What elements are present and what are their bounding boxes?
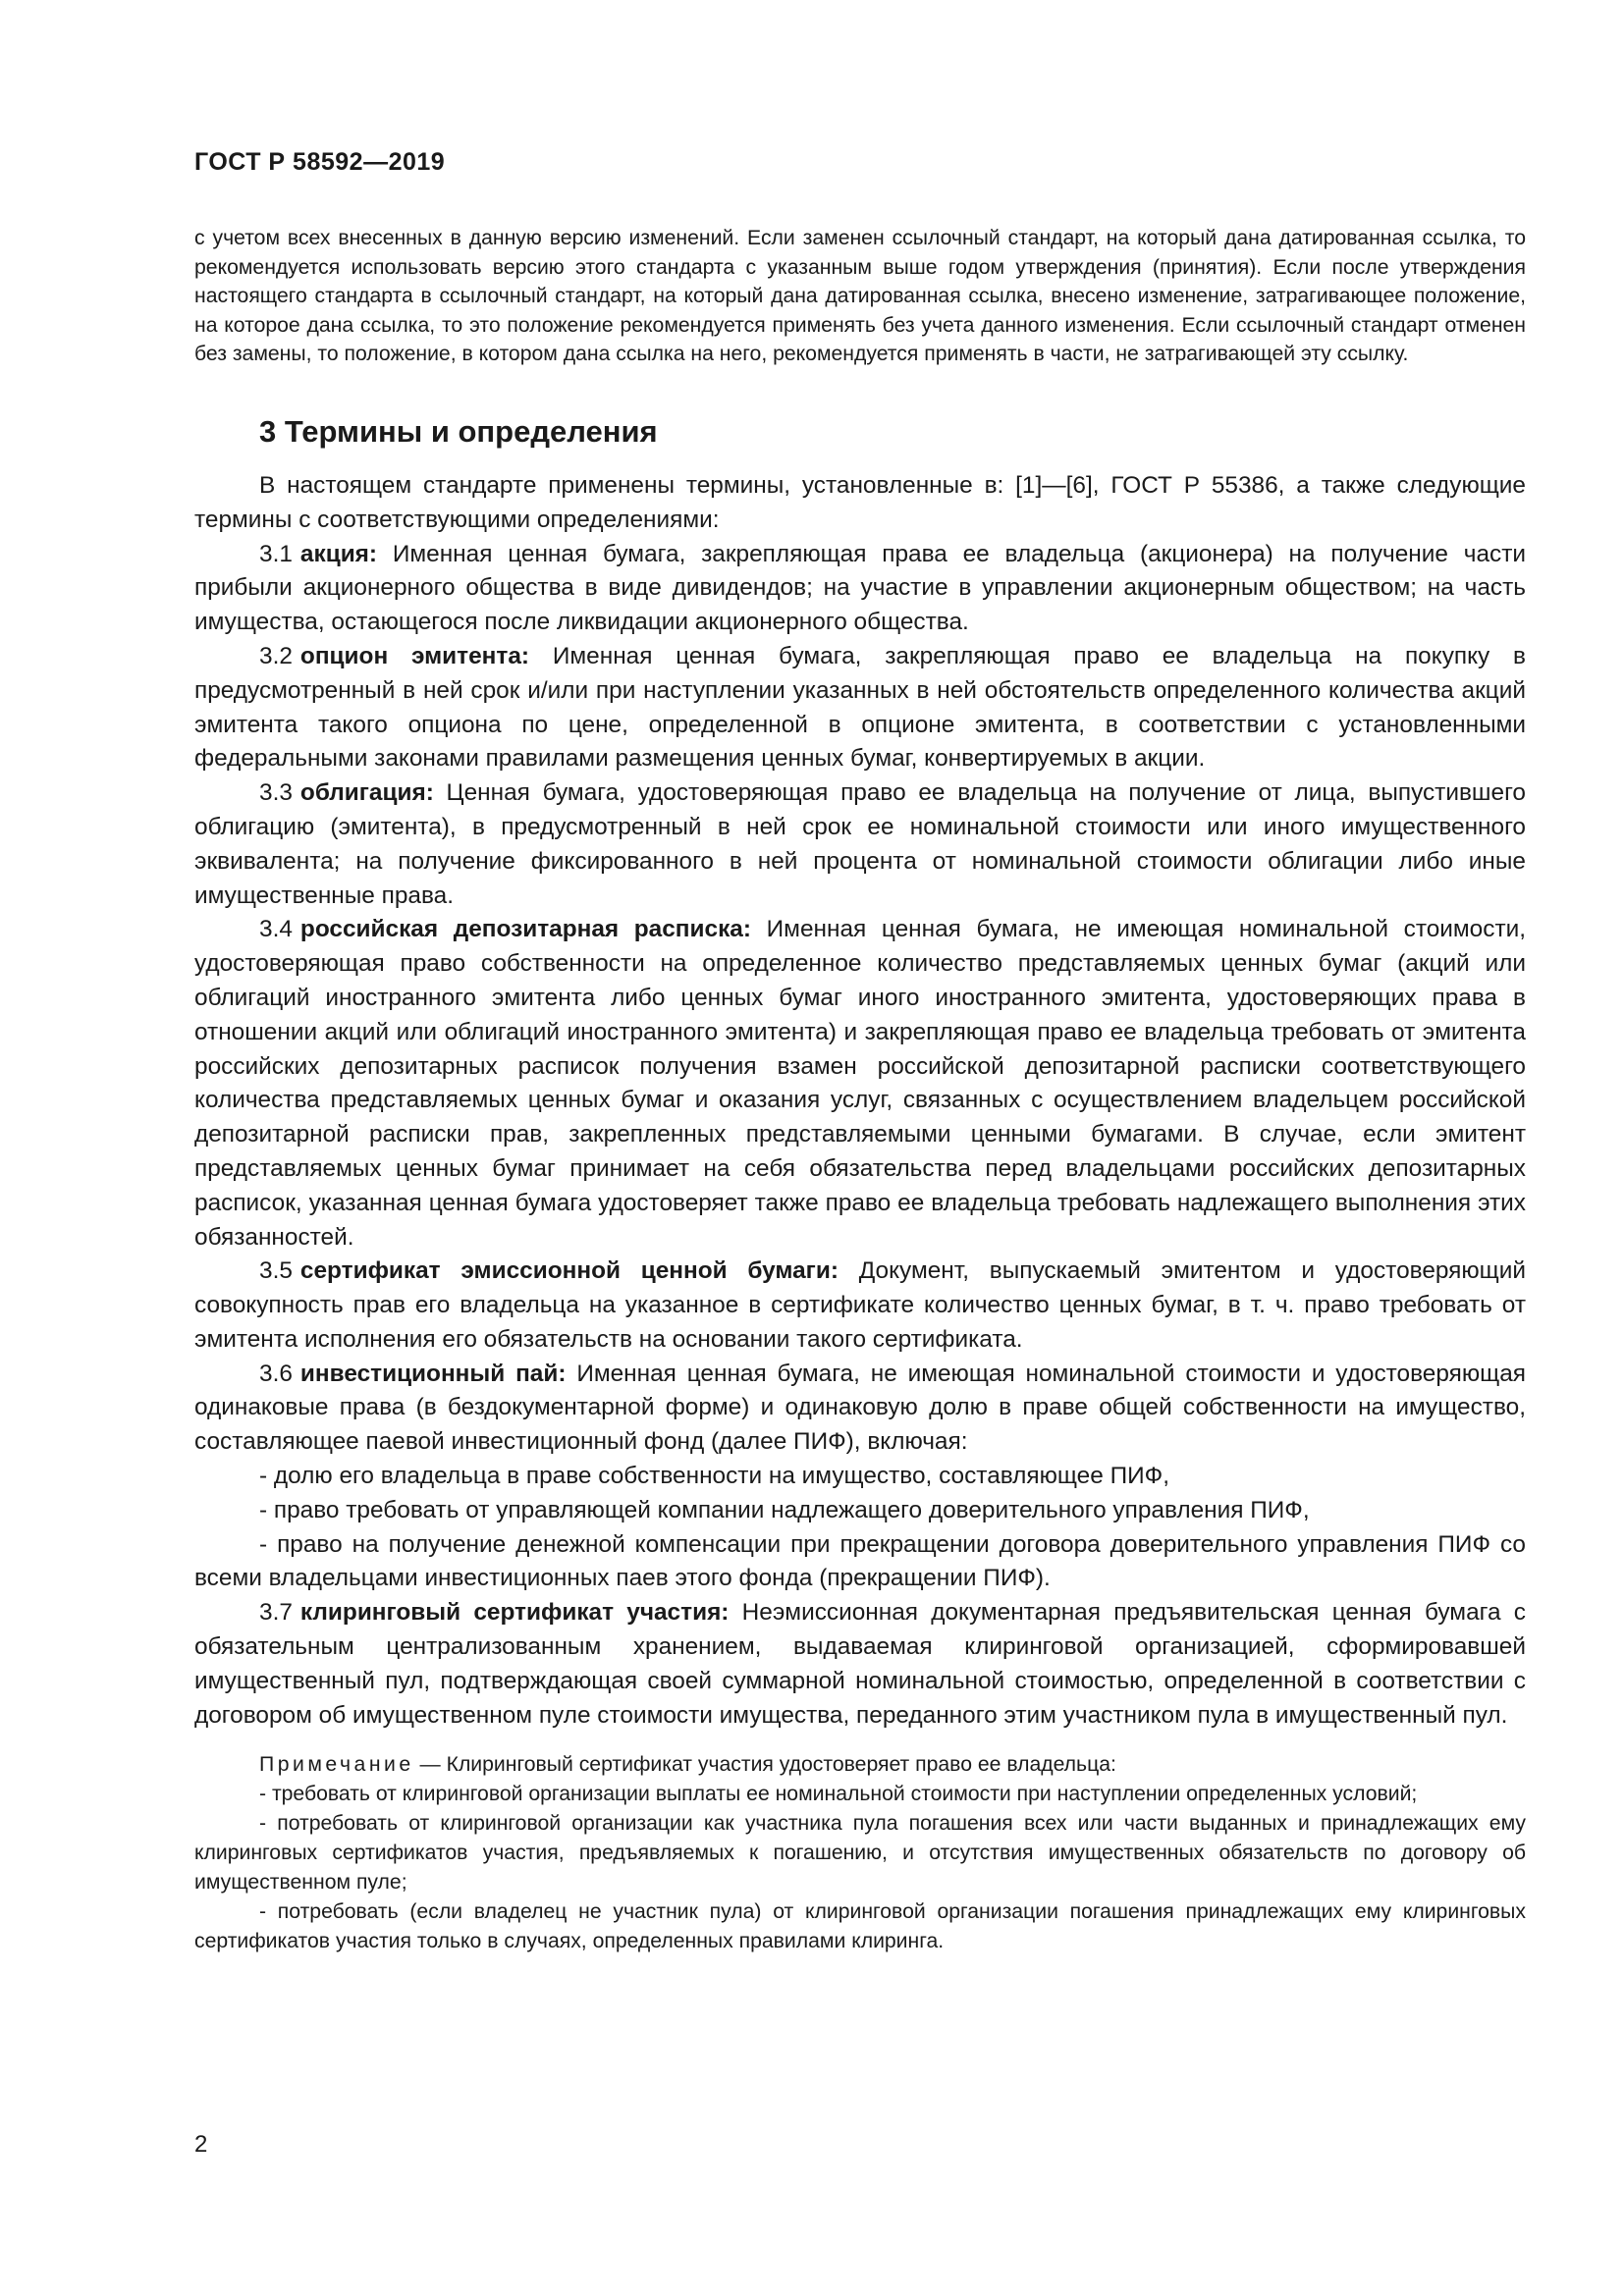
term-definition: Именная ценная бумага, закрепляющая право ее владельца на покупку в предусмотренный в ней срок и/или при наступлении указанных в ней обстоятельств определенного количества акций эмитента такого опциона по цене, определенной в опционе эмитента, в соответствии с установленными федеральными законами правилами размещения ценных бумаг, конвертируемых в акции. bbox=[194, 642, 1526, 773]
intro-paragraph: с учетом всех внесенных в данную версию изменений. Если заменен ссылочный стандарт, на который дана датированная ссылка, то рекомендуется использовать версию этого стандарта с указанным выше годом утверждения (принятия). Если после утверждения настоящего стандарта в ссылочный стандарт, на который дана датированная ссылка, внесено изменение, затрагивающее положение, на которое дана ссылка, то это положение рекомендуется применять без учета данного изменения. Если ссылочный стандарт отменен без замены, то положение, в котором дана ссылка на него, рекомендуется применять в части, не затрагивающей эту ссылку. bbox=[194, 227, 1526, 366]
pif-item: - право на получение денежной компенсации при прекращении договора доверительного управления ПИФ со всеми владельцами инвестиционных паев этого фонда (прекращении ПИФ). bbox=[194, 1530, 1526, 1592]
term-name: облигация: bbox=[299, 779, 434, 807]
note-lead-text: — Клиринговый сертификат участия удостоверяет право ее владельца: bbox=[419, 1753, 1116, 1777]
page-number: 2 bbox=[194, 2131, 208, 2158]
term-definition: Именная ценная бумага, закрепляющая права ее владельца (акционера) на получение части прибыли акционерного общества в виде дивидендов; на участие в управлении акционерным обществом; на часть имущества, остающегося после ликвидации акционерного общества. bbox=[194, 540, 1527, 636]
term-3-1 bbox=[194, 538, 1526, 640]
note-lead bbox=[194, 1750, 1526, 1780]
term-name: клиринговый сертификат участия: bbox=[299, 1599, 730, 1627]
term-definition: Ценная бумага, удостоверяющая право ее владельца на получение от лица, выпустившего облигацию (эмитента), в предусмотренный в ней срок ее номинальной стоимости или иного имущественного эквивалента; на получение фиксированного в ней процента от номинальной стоимости облигации либо иные имущественные права. bbox=[194, 779, 1526, 909]
section-lead: В настоящем стандарте применены термины, установленные в: [1]—[6], ГОСТ Р 55386, а также следующие термины с соответствующими определениями: bbox=[194, 471, 1526, 533]
term-definition: Документ, выпускаемый эмитентом и удостоверяющий совокупность прав его владельца на указанное в сертификате количество ценных бумаг, в т. ч. право требовать от эмитента исполнения его обязательств на основании такого сертификата. bbox=[194, 1257, 1526, 1353]
standard-header: ГОСТ Р 58592—2019 bbox=[194, 148, 446, 176]
note-item: - потребовать (если владелец не участник пула) от клиринговой организации погашения принадлежащих ему клиринговых сертификатов участия только в случаях, определенных правилами клиринга. bbox=[194, 1900, 1526, 1953]
term-3-4 bbox=[194, 913, 1526, 1255]
note-item: - требовать от клиринговой организации выплаты ее номинальной стоимости при наступлении определенных условий; bbox=[259, 1783, 1418, 1806]
document-page bbox=[194, 147, 1526, 1956]
term-number: 3.2 bbox=[259, 642, 293, 669]
term-3-7 bbox=[194, 1596, 1526, 1733]
pif-item: - право требовать от управляющей компании надлежащего доверительного управления ПИФ, bbox=[259, 1496, 1310, 1523]
term-definition: Неэмиссионная документарная предъявительская ценная бумага с обязательным централизованным хранением, выдаваемая клиринговой организацией, сформировавшей имущественный пул, подтверждающая своей суммарной номинальной стоимостью, определенной в соответствии с договором об имущественном пуле стоимости имущества, переданного этим участником пула в имущественный пул. bbox=[194, 1599, 1526, 1729]
term-3-5 bbox=[194, 1255, 1526, 1357]
term-3-3 bbox=[194, 776, 1526, 913]
note-item: - потребовать от клиринговой организации как участника пула погашения всех или части выданных и принадлежащих ему клиринговых сертификатов участия, предъявляемых к погашению, и отсутствия имущественных обязательств по договору об имущественном пуле; bbox=[194, 1812, 1526, 1895]
term-name: инвестиционный пай: bbox=[299, 1360, 567, 1387]
note-block bbox=[194, 1750, 1526, 1956]
term-3-2 bbox=[194, 640, 1526, 776]
term-3-6 bbox=[194, 1358, 1526, 1460]
term-number: 3.4 bbox=[259, 916, 293, 943]
term-name: опцион эмитента: bbox=[299, 642, 530, 669]
term-definition: Именная ценная бумага, не имеющая номинальной стоимости, удостоверяющая право собственности на определенное количество представляемых ценных бумаг (акций или облигаций иностранного эмитента либо ценных бумаг иного иностранного эмитента, удостоверяющих права в отношении акций или облигаций иностранного эмитента) и закрепляющая право ее владельца требовать от эмитента российских депозитарных расписок получения взамен российской депозитарной расписки соответствующего количества представляемых ценных бумаг и оказания услуг, связанных с осуществлением владельцем российской депозитарной расписки прав, закрепленных представляемыми ценными бумагами. В случае, если эмитент представляемых ценных бумаг принимает на себя обязательства перед владельцами российских депозитарных расписок, указанная ценная бумага удостоверяет также право ее владельца требовать надлежащего выполнения этих обязанностей. bbox=[194, 916, 1527, 1251]
term-number: 3.6 bbox=[259, 1360, 293, 1387]
term-name: российская депозитарная расписка: bbox=[299, 916, 751, 943]
term-number: 3.3 bbox=[259, 779, 293, 807]
section-title: 3 Термины и определения bbox=[259, 413, 658, 449]
term-name: сертификат эмиссионной ценной бумаги: bbox=[299, 1257, 839, 1285]
term-number: 3.5 bbox=[259, 1257, 293, 1285]
term-definition: Именная ценная бумага, не имеющая номинальной стоимости и удостоверяющая одинаковые права (в бездокументарной форме) и одинаковую долю в праве общей собственности на имущество, составляющее паевой инвестиционный фонд (далее ПИФ), включая: bbox=[194, 1360, 1526, 1456]
pif-item: - долю его владельца в праве собственности на имущество, составляющее ПИФ, bbox=[259, 1463, 1169, 1490]
term-number: 3.7 bbox=[259, 1599, 293, 1627]
term-name: акция: bbox=[299, 540, 378, 567]
note-label: Примечание bbox=[259, 1753, 414, 1777]
term-number: 3.1 bbox=[259, 540, 293, 567]
section-body bbox=[194, 469, 1526, 1733]
